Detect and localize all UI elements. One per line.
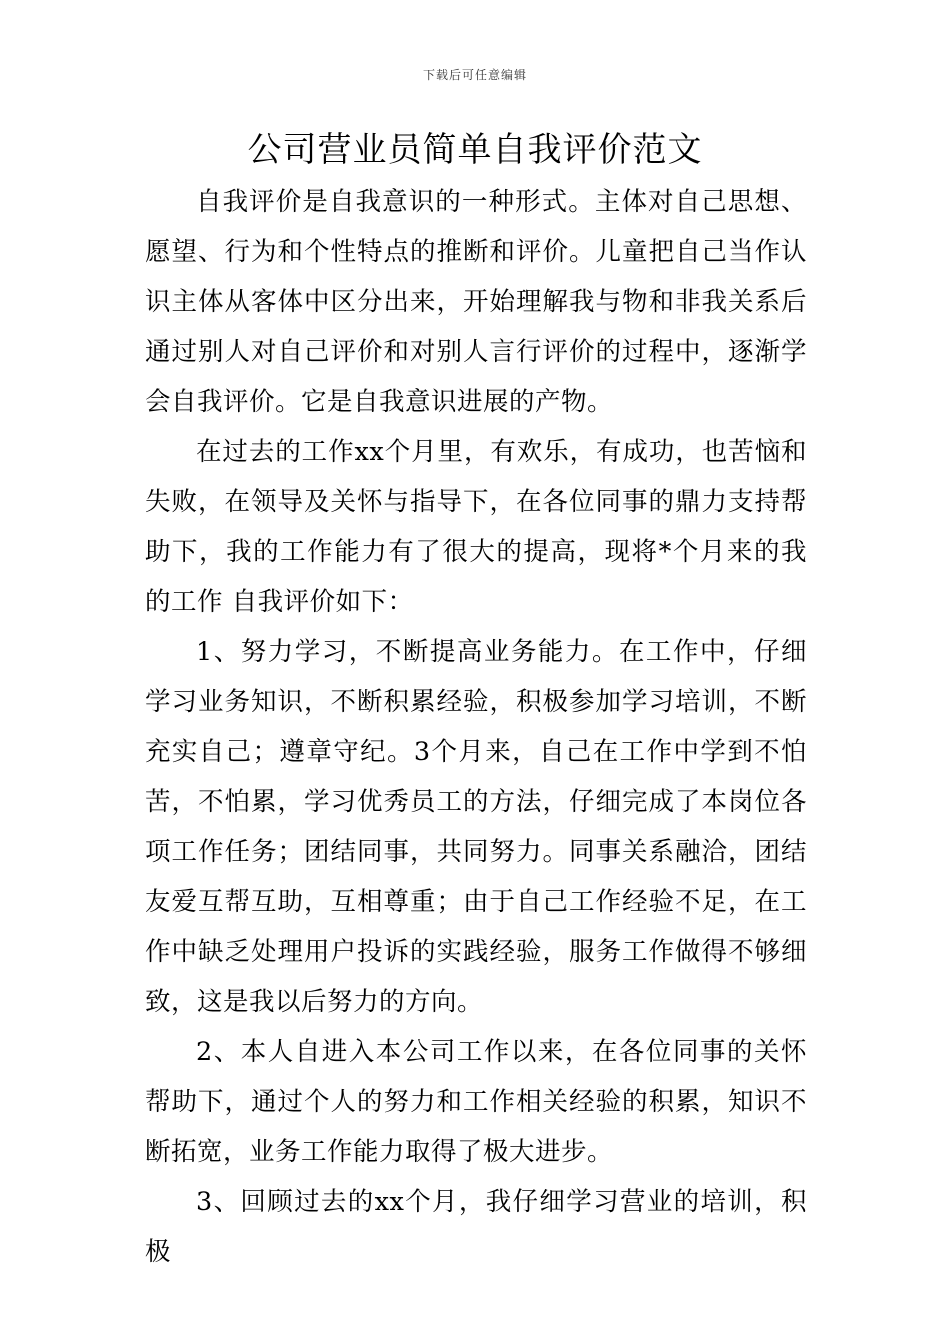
document-body <box>145 177 807 1277</box>
paragraph-point-1: 1、努力学习，不断提高业务能力。在工作中，仔细学习业务知识，不断积累经验，积极参加学习培训，不断充实自己；遵章守纪。3个月来，自己在工作中学到不怕苦，不怕累，学习优秀员工的方法，仔细完成了本岗位各项工作任务；团结同事，共同努力。同事关系融洽，团结友爱互帮互助，互相尊重；由于自己工作经验不足，在工作中缺乏处理用户投诉的实践经验，服务工作做得不够细致，这是我以后努力的方向。 <box>145 637 807 1017</box>
header-note: 下载后可任意编辑 <box>422 68 527 82</box>
paragraph-past-work: 在过去的工作xx个月里，有欢乐，有成功，也苦恼和失败，在领导及关怀与指导下，在各位同事的鼎力支持帮助下，我的工作能力有了很大的提高，现将*个月来的我的工作 自我评价如下： <box>145 437 807 617</box>
document-title: 公司营业员简单自我评价范文 <box>247 130 703 170</box>
paragraph-intro: 自我评价是自我意识的一种形式。主体对自己思想、愿望、行为和个性特点的推断和评价。儿童把自己当作认识主体从客体中区分出来，开始理解我与物和非我关系后通过别人对自己评价和对别人言行评价的过程中，逐渐学会自我评价。它是自我意识进展的产物。 <box>145 187 807 417</box>
paragraph-point-2: 2、本人自进入本公司工作以来，在各位同事的关怀帮助下，通过个人的努力和工作相关经验的积累，知识不断拓宽，业务工作能力取得了极大进步。 <box>145 1037 807 1167</box>
paragraph-point-3: 3、回顾过去的xx个月，我仔细学习营业的培训，积极 <box>145 1187 807 1267</box>
